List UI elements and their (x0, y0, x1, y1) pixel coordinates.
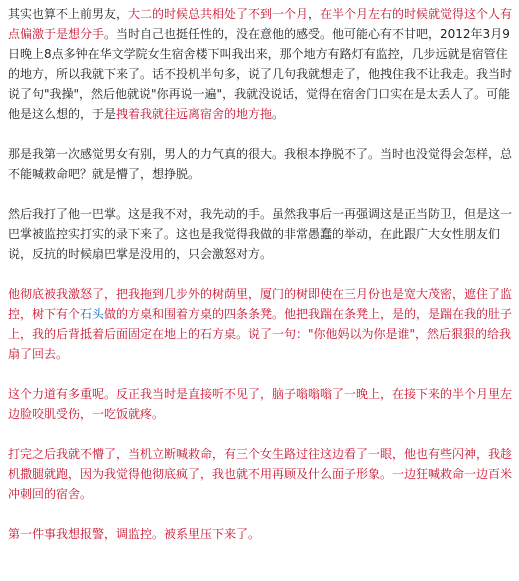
paragraph (8, 444, 513, 504)
body-text: 然后我打了他一巴掌。这是我不对，我先动的手。虽然我事后一再强调这是正当防卫，但是这一巴掌被监控实打实的录下来了。这也是我觉得我做的非常愚蠢的举动，在此跟广大女性朋友们说，反抗的时候扇巴掌是没用的，只会激怒对方。 (8, 207, 513, 261)
body-text: 那是我第一次感觉男女有别，男人的力气真的很大。我根本挣脱不了。当时也没觉得会怎样，总不能喊救命吧？就是懵了，想挣脱。 (8, 147, 513, 181)
paragraph (8, 4, 513, 124)
highlighted-text: 大二的时候总共相处了不到一个月 (128, 7, 309, 21)
paragraph (8, 384, 513, 424)
highlighted-text: 打完之后我就不懵了，当机立断喊救命，有三个女生路过往这边看了一眼，他也有些闪神，我趁机撒腿就跑，因为我觉得他彻底疯了，我也就不用再顾及什么面子形象。一边狂喊救命一边百米冲刺回的宿舍。 (8, 447, 513, 501)
paragraph (8, 284, 513, 364)
body-text: 。当时自己也挺任性的，没在意他的感受。他可能心有不甘吧，2012年3月9日晚上8点多钟在华文学院女生宿舍楼下叫我出来，那个地方有路灯有监控，几步远就是宿管住的地方，所以我就下来了。话不投机半句多，说了几句我就想走了，他拽住我不让我走。我当时说了句"我操"，然后他就说"你再说一遍"，我就没说话，觉得在宿舍门口实在是太丢人了。可能他是这么想的，于是 (8, 27, 513, 121)
highlighted-text: 第一件事我想报警，调监控。被系里压下来了。 (8, 527, 261, 541)
highlighted-text: 做的方桌和围着方桌的四条条凳。他把我踹在条凳上，是的，是踹在我的肚子上，我的后背抵着后面固定在地上的石方桌。说了一句："你他妈以为你是谁"，然后狠狠的给我扇了回去。 (8, 307, 513, 361)
body-text: 。 (272, 107, 285, 121)
highlighted-text: 他彻底被我激怒了，把我拖到几步外的树荫里，厦门的树即使在三月份也是宽大茂密，遮住了监控，树下有个 (8, 287, 513, 321)
inline-link[interactable]: 石头 (80, 307, 105, 321)
highlighted-text: 这个力道有多重呢。反正我当时是直接听不见了，脑子嗡嗡嗡了一晚上，在接下来的半个月里左边脸咬肌受伤，一吃饭就疼。 (8, 387, 513, 421)
highlighted-text: 拽着我就往远离宿舍的地方拖 (116, 107, 273, 121)
paragraph (8, 144, 513, 184)
body-text: ， (308, 7, 321, 21)
paragraph (8, 524, 513, 544)
body-text: 其实也算不上前男友， (8, 7, 129, 21)
paragraph (8, 204, 513, 264)
highlighted-text: 在半个月左右的时候就觉得这个人有点偏激于是想分手 (8, 7, 513, 41)
